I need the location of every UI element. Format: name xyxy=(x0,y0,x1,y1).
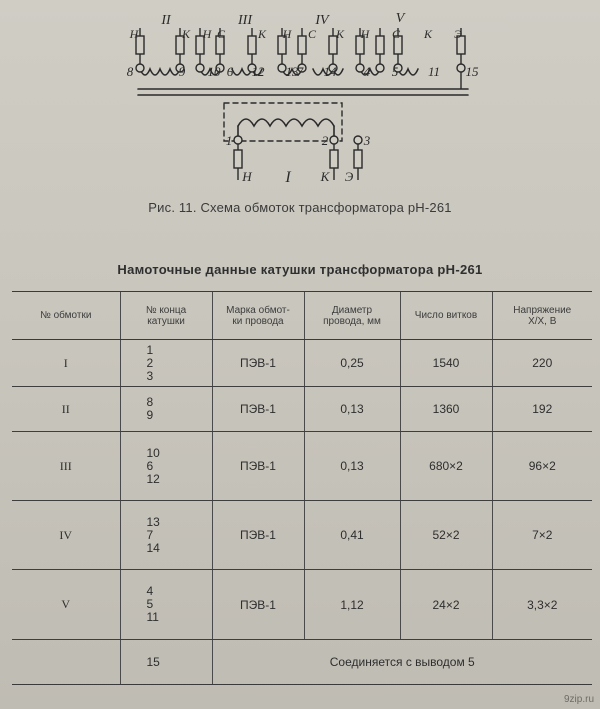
primary-coil xyxy=(238,119,334,126)
cell-voltage: 3,3×2 xyxy=(492,570,592,640)
header-turns: Число витков xyxy=(400,292,492,340)
terminal-number: 13 xyxy=(285,64,299,79)
terminal-letter: К xyxy=(182,27,190,41)
terminal-letter: Э xyxy=(454,27,462,41)
cell-turns: 680×2 xyxy=(400,432,492,501)
terminal-letter: К xyxy=(336,27,344,41)
terminal-number: 11 xyxy=(427,64,441,79)
terminal-letter: С xyxy=(216,27,226,41)
cell-winding: I xyxy=(12,340,120,387)
figure-caption: Рис. 11. Схема обмоток трансформатора рН-261 xyxy=(148,200,452,215)
cell-voltage: 220 xyxy=(492,340,592,387)
cell-ends: 10 6 12 xyxy=(120,432,212,501)
cell-winding: V xyxy=(12,570,120,640)
table-row xyxy=(12,387,592,432)
terminal-letter: К xyxy=(424,27,432,41)
cell-voltage: 7×2 xyxy=(492,501,592,570)
cell-wire: ПЭВ-1 xyxy=(212,570,304,640)
terminal-letter: Н xyxy=(360,27,370,41)
header-ends: № конца катушки xyxy=(120,292,212,340)
cell-diameter: 0,25 xyxy=(304,340,400,387)
cell-diameter: 0,13 xyxy=(304,387,400,432)
terminal-5 xyxy=(376,28,384,72)
primary-terminal-number: 2 xyxy=(321,133,329,148)
terminal-letter: С xyxy=(307,27,317,41)
terminal-number: 8 xyxy=(126,64,134,79)
cell-winding: IV xyxy=(12,501,120,570)
cell-wire: ПЭВ-1 xyxy=(212,387,304,432)
cell-ends: 4 5 11 xyxy=(120,570,212,640)
header-winding: № обмотки xyxy=(12,292,120,340)
label-roman-I: I xyxy=(285,169,291,186)
primary-terminal-number: 1 xyxy=(225,133,233,148)
cell-diameter: 0,41 xyxy=(304,501,400,570)
primary-terminal-2 xyxy=(330,136,338,180)
label-roman-II: II xyxy=(161,13,171,28)
cell-wire: ПЭВ-1 xyxy=(212,501,304,570)
terminal-number: 5 xyxy=(391,64,399,79)
terminal-letter: Н xyxy=(282,27,292,41)
cell-ends: 13 7 14 xyxy=(120,501,212,570)
label-roman-V: V xyxy=(395,11,405,26)
table-row-last xyxy=(12,640,592,685)
table-title: Намоточные данные катушки трансформатора рН-261 xyxy=(117,262,483,277)
header-wire: Марка обмот- ки провода xyxy=(212,292,304,340)
cell-turns: 24×2 xyxy=(400,570,492,640)
table-row xyxy=(12,432,592,501)
cell-wire: ПЭВ-1 xyxy=(212,432,304,501)
primary-terminal-letter: Н xyxy=(242,169,252,184)
watermark: 9zip.ru xyxy=(563,694,594,705)
terminal-letter: Н xyxy=(129,27,139,41)
terminal-letter: Н xyxy=(202,27,212,41)
terminal-number: 12 xyxy=(251,64,265,79)
header-voltage: Напряжение Х/Х, В xyxy=(492,292,592,340)
cell-winding-empty xyxy=(12,640,120,685)
cell-diameter: 1,12 xyxy=(304,570,400,640)
cell-turns: 1360 xyxy=(400,387,492,432)
cell-ends: 8 9 xyxy=(120,387,212,432)
winding-schematic xyxy=(0,0,600,200)
cell-ends: 15 xyxy=(120,640,212,685)
terminal-number: 6 xyxy=(226,64,234,79)
cell-winding: II xyxy=(12,387,120,432)
terminal-number: 15 xyxy=(465,64,479,79)
primary-terminal-1 xyxy=(234,136,242,180)
terminal-number: 9 xyxy=(178,64,186,79)
primary-terminal-letter: Э xyxy=(344,169,354,184)
table-row xyxy=(12,340,592,387)
cell-winding: III xyxy=(12,432,120,501)
label-roman-III: III xyxy=(238,13,252,28)
cell-diameter: 0,13 xyxy=(304,432,400,501)
cell-note: Соединяется с выводом 5 xyxy=(212,640,592,685)
table-row xyxy=(12,570,592,640)
cell-turns: 52×2 xyxy=(400,501,492,570)
label-roman-IV: IV xyxy=(315,13,329,28)
table-header-row xyxy=(12,292,592,340)
cell-voltage: 192 xyxy=(492,387,592,432)
terminal-letter: С xyxy=(391,27,401,41)
terminal-number: 7 xyxy=(296,64,304,79)
cell-turns: 1540 xyxy=(400,340,492,387)
cell-voltage: 96×2 xyxy=(492,432,592,501)
primary-terminal-3 xyxy=(354,136,362,180)
terminal-letter: К xyxy=(258,27,266,41)
cell-ends: 1 2 3 xyxy=(120,340,212,387)
table-row xyxy=(12,501,592,570)
cell-wire: ПЭВ-1 xyxy=(212,340,304,387)
primary-terminal-letter: К xyxy=(320,169,330,184)
terminal-number: 4 xyxy=(363,64,371,79)
terminal-number: 14 xyxy=(323,64,337,79)
winding-data-table xyxy=(12,291,592,685)
header-diameter: Диаметр провода, мм xyxy=(304,292,400,340)
primary-terminal-number: 3 xyxy=(363,133,371,148)
terminal-number: 10 xyxy=(207,64,221,79)
